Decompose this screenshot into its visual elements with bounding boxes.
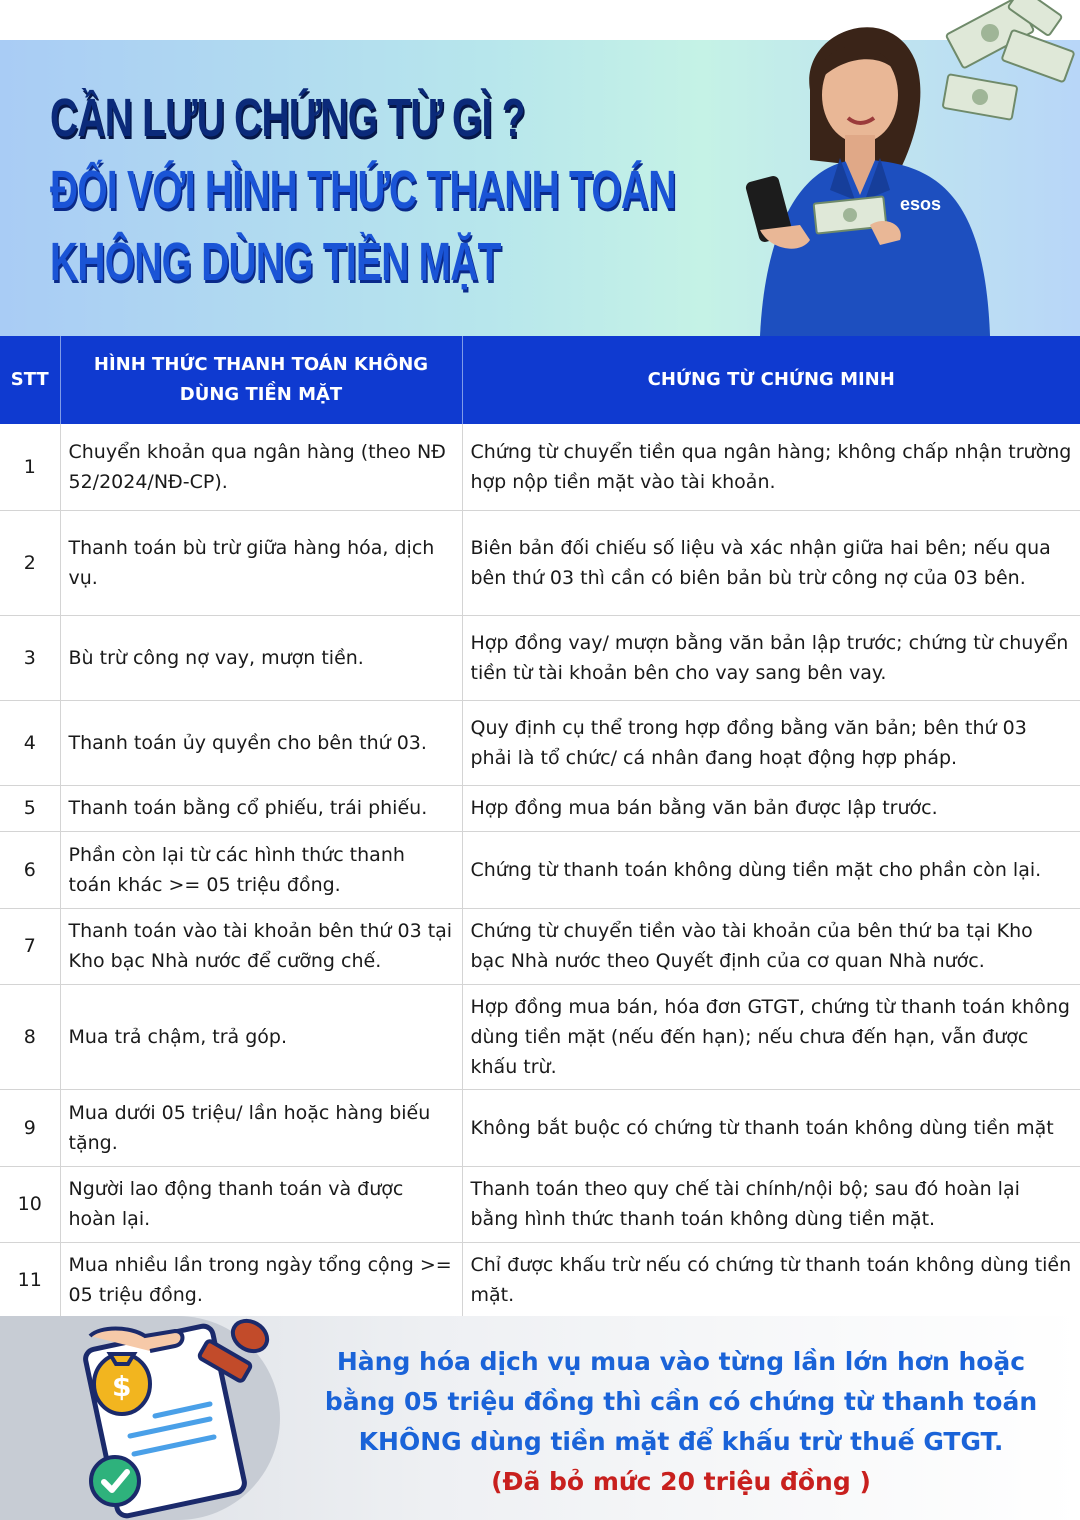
table-row [0,1089,1080,1166]
table-row [0,700,1080,785]
row-number: 9 [0,1089,60,1166]
payment-form-cell: Thanh toán bằng cổ phiếu, trái phiếu. [60,785,462,831]
table-row [0,908,1080,984]
table-header-row [0,336,1080,424]
proof-cell: Biên bản đối chiếu số liệu và xác nhận giữa hai bên; nếu qua bên thứ 03 thì cần có biên bản bù trừ công nợ của 03 bên. [462,510,1080,615]
proof-cell: Chỉ được khấu trừ nếu có chứng từ thanh toán không dùng tiền mặt. [462,1242,1080,1318]
document-money-approval-illustration [60,1306,290,1520]
payment-form-cell: Chuyển khoản qua ngân hàng (theo NĐ 52/2024/NĐ-CP). [60,424,462,510]
payment-form-cell: Mua dưới 05 triệu/ lần hoặc hàng biếu tặng. [60,1089,462,1166]
row-number: 2 [0,510,60,615]
header-banner [0,0,1080,336]
row-number: 7 [0,908,60,984]
table-row [0,831,1080,908]
table-row [0,984,1080,1089]
payment-form-cell: Thanh toán vào tài khoản bên thứ 03 tại Kho bạc Nhà nước để cưỡng chế. [60,908,462,984]
table-row [0,424,1080,510]
note-text: Hàng hóa dịch vụ mua vào từng lần lớn hơn hoặc bằng 05 triệu đồng thì cần có chứng từ thanh toán KHÔNG dùng tiền mặt để khấu trừ thuế GTGT. [324,1347,1038,1456]
proof-cell: Thanh toán theo quy chế tài chính/nội bộ; sau đó hoàn lại bằng hình thức thanh toán không dùng tiền mặt. [462,1166,1080,1242]
payment-form-cell: Bù trừ công nợ vay, mượn tiền. [60,615,462,700]
proof-cell: Chứng từ chuyển tiền qua ngân hàng; không chấp nhận trường hợp nộp tiền mặt vào tài khoản. [462,424,1080,510]
payment-proof-table [0,336,1080,1319]
payment-form-cell: Mua trả chậm, trả góp. [60,984,462,1089]
header-proof-document: CHỨNG TỪ CHỨNG MINH [462,336,1080,424]
title-line-3: KHÔNG DÙNG TIỀN MẶT [50,232,501,292]
woman-with-phone-illustration [740,0,1080,336]
title-line-1: CẦN LƯU CHỨNG TỪ GÌ ? [50,88,525,148]
table-row [0,615,1080,700]
header-payment-form: HÌNH THỨC THANH TOÁN KHÔNG DÙNG TIỀN MẶT [60,336,462,424]
proof-cell: Hợp đồng mua bán bằng văn bản được lập trước. [462,785,1080,831]
proof-cell: Chứng từ thanh toán không dùng tiền mặt cho phần còn lại. [462,831,1080,908]
payment-form-cell: Thanh toán bù trừ giữa hàng hóa, dịch vụ. [60,510,462,615]
table-row [0,1166,1080,1242]
row-number: 1 [0,424,60,510]
page-title [50,82,741,298]
payment-form-cell: Phần còn lại từ các hình thức thanh toán khác >= 05 triệu đồng. [60,831,462,908]
row-number: 6 [0,831,60,908]
footer-note [316,1342,1046,1502]
table-row [0,785,1080,831]
title-line-2: ĐỐI VỚI HÌNH THỨC THANH TOÁN [50,160,676,220]
row-number: 10 [0,1166,60,1242]
checkmark-icon [91,1457,139,1505]
row-number: 11 [0,1242,60,1318]
note-red-text: (Đã bỏ mức 20 triệu đồng ) [491,1467,871,1496]
payment-form-cell: Người lao động thanh toán và được hoàn lại. [60,1166,462,1242]
money-bills-icon [943,0,1075,120]
proof-cell: Hợp đồng mua bán, hóa đơn GTGT, chứng từ thanh toán không dùng tiền mặt (nếu đến hạn); nếu chưa đến hạn, vẫn được khấu trừ. [462,984,1080,1089]
row-number: 5 [0,785,60,831]
row-number: 4 [0,700,60,785]
row-number: 8 [0,984,60,1089]
proof-cell: Không bắt buộc có chứng từ thanh toán không dùng tiền mặt [462,1089,1080,1166]
esos-logo: esos [900,194,942,214]
proof-cell: Chứng từ chuyển tiền vào tài khoản của bên thứ ba tại Kho bạc Nhà nước theo Quyết định của cơ quan Nhà nước. [462,908,1080,984]
proof-cell: Hợp đồng vay/ mượn bằng văn bản lập trước; chứng từ chuyển tiền từ tài khoản bên cho vay sang bên vay. [462,615,1080,700]
row-number: 3 [0,615,60,700]
payment-form-cell: Thanh toán ủy quyền cho bên thứ 03. [60,700,462,785]
svg-text:$: $ [112,1370,132,1403]
payment-form-cell: Mua nhiều lần trong ngày tổng cộng >= 05 triệu đồng. [60,1242,462,1318]
proof-cell: Quy định cụ thể trong hợp đồng bằng văn bản; bên thứ 03 phải là tổ chức/ cá nhân đang hoạt động hợp pháp. [462,700,1080,785]
table-row [0,510,1080,615]
money-bag-icon [94,1354,150,1414]
header-stt: STT [0,336,60,424]
